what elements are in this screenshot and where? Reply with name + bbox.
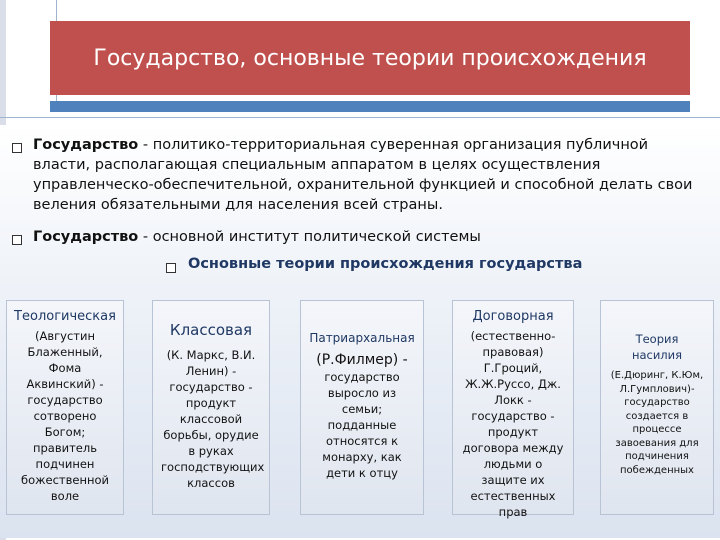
bullet-icon xyxy=(166,263,176,273)
theory-body: (Августин Блаженный, Фома Аквинский) - государство сотворено Богом; правитель подчинен божественной воле xyxy=(21,329,109,503)
definition-text-2: - основной институт политической системы xyxy=(138,229,481,245)
theory-body: (естественно-правовая) Г.Гроций, Ж.Ж.Руссо, Дж. Локк - государство - продукт договора между людьми о защите их естественных прав xyxy=(462,329,564,519)
theory-box-theological xyxy=(6,300,124,515)
theory-body: (Е.Дюринг, К.Юм, Л.Гумплович)- государство создается в процессе завоевания для подчинения побежденных xyxy=(610,370,704,476)
horizontal-rule xyxy=(0,117,720,118)
theories-heading: Основные теории происхождения государства xyxy=(188,256,583,272)
theory-box-violence xyxy=(600,300,714,515)
theory-box-class xyxy=(152,300,270,515)
bullet-icon xyxy=(12,235,22,245)
definition-text-1: - политико-территориальная суверенная организация публичной власти, располагающая специальным аппаратом в целях осуществления управленческо-обеспечительной, охранительной функцией и способной делать свои веления обязательными для населения всей страны. xyxy=(33,137,693,213)
theory-name: Теологическая xyxy=(14,309,116,324)
theory-name: Теория насилия xyxy=(631,332,683,362)
theory-box-contract xyxy=(452,300,574,519)
title-bar xyxy=(50,21,690,95)
theory-name: Договорная xyxy=(472,309,554,324)
theory-name: Классовая xyxy=(169,321,253,339)
definition-term-2: Государство xyxy=(33,229,139,245)
bullet-icon xyxy=(12,143,22,153)
definition-term-1: Государство xyxy=(33,137,139,153)
theory-lead: (Р.Филмер) - xyxy=(316,352,408,368)
theory-name: Патриархальная xyxy=(309,331,415,345)
slide-title: Государство, основные теории происхождения xyxy=(93,45,647,71)
definition-paragraph-1 xyxy=(33,135,701,215)
theory-body: государство выросло из семьи; подданные относятся к монарху, как дети к отцу xyxy=(322,370,402,480)
accent-strip xyxy=(50,101,690,112)
definition-paragraph-2 xyxy=(33,227,701,247)
theory-body: (К. Маркс, В.И. Ленин) - государство - продукт классовой борьбы, орудие в руках господствующих классов xyxy=(161,348,265,490)
theory-box-patriarchal xyxy=(300,300,424,515)
